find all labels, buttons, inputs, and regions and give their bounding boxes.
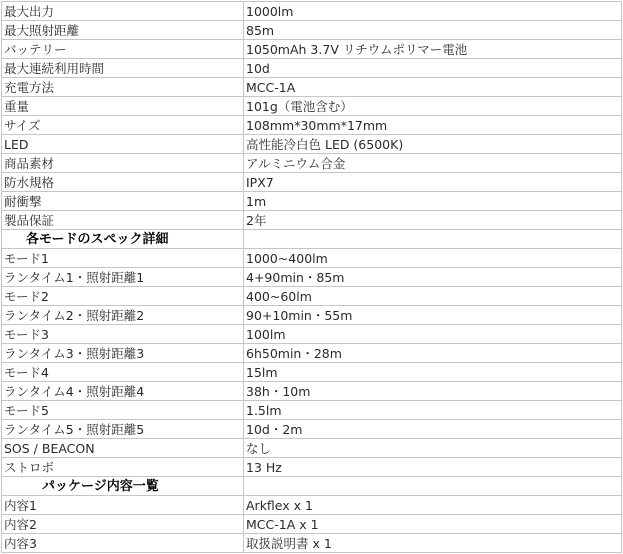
spec-label: 最大連続利用時間 [2, 59, 244, 78]
spec-value: 90+10min・55m [244, 306, 622, 325]
spec-value: 85m [244, 21, 622, 40]
spec-label: 充電方法 [2, 78, 244, 97]
spec-table-body [2, 2, 622, 553]
spec-label: ランタイム1・照射距離1 [2, 268, 244, 287]
spec-row [2, 211, 622, 230]
spec-label: 商品素材 [2, 154, 244, 173]
spec-label: モード4 [2, 363, 244, 382]
section-title: パッケージ内容一覧 [2, 477, 244, 496]
spec-row [2, 401, 622, 420]
spec-row [2, 78, 622, 97]
spec-value [244, 230, 622, 249]
spec-value: 108mm*30mm*17mm [244, 116, 622, 135]
spec-label: バッテリー [2, 40, 244, 59]
spec-label: モード3 [2, 325, 244, 344]
spec-value: 100lm [244, 325, 622, 344]
spec-value: 2年 [244, 211, 622, 230]
spec-row [2, 515, 622, 534]
spec-label: SOS / BEACON [2, 439, 244, 458]
spec-label: ランタイム4・照射距離4 [2, 382, 244, 401]
spec-label: ランタイム5・照射距離5 [2, 420, 244, 439]
spec-row [2, 325, 622, 344]
spec-row [2, 306, 622, 325]
spec-value: 取扱説明書 x 1 [244, 534, 622, 553]
spec-value: 400~60lm [244, 287, 622, 306]
spec-label: 内容3 [2, 534, 244, 553]
spec-label: サイズ [2, 116, 244, 135]
section-title: 各モードのスペック詳細 [2, 230, 244, 249]
spec-table [1, 1, 622, 553]
spec-row [2, 268, 622, 287]
spec-value: 10d・2m [244, 420, 622, 439]
spec-value: アルミニウム合金 [244, 154, 622, 173]
spec-row [2, 458, 622, 477]
spec-value: 1m [244, 192, 622, 211]
spec-label: モード5 [2, 401, 244, 420]
spec-label: 防水規格 [2, 173, 244, 192]
spec-value: IPX7 [244, 173, 622, 192]
spec-label: 内容1 [2, 496, 244, 515]
spec-row [2, 97, 622, 116]
spec-value: 6h50min・28m [244, 344, 622, 363]
spec-row [2, 21, 622, 40]
spec-value [244, 477, 622, 496]
spec-row [2, 420, 622, 439]
spec-label: 最大出力 [2, 2, 244, 21]
spec-value: Arkflex x 1 [244, 496, 622, 515]
spec-row [2, 344, 622, 363]
spec-row [2, 2, 622, 21]
spec-row [2, 59, 622, 78]
spec-row [2, 496, 622, 515]
spec-row [2, 192, 622, 211]
spec-value: 101g（電池含む） [244, 97, 622, 116]
spec-value: 1.5lm [244, 401, 622, 420]
spec-label: ランタイム2・照射距離2 [2, 306, 244, 325]
spec-value: 38h・10m [244, 382, 622, 401]
spec-value: なし [244, 439, 622, 458]
spec-label: ランタイム3・照射距離3 [2, 344, 244, 363]
spec-value: 高性能冷白色 LED (6500K) [244, 135, 622, 154]
spec-value: 1050mAh 3.7V リチウムポリマー電池 [244, 40, 622, 59]
spec-label: ストロボ [2, 458, 244, 477]
spec-row [2, 40, 622, 59]
spec-label: 最大照射距離 [2, 21, 244, 40]
section-header-row [2, 477, 622, 496]
spec-row [2, 249, 622, 268]
spec-label: 製品保証 [2, 211, 244, 230]
spec-label: 耐衝撃 [2, 192, 244, 211]
spec-row [2, 173, 622, 192]
spec-value: MCC-1A [244, 78, 622, 97]
spec-row [2, 363, 622, 382]
spec-value: 10d [244, 59, 622, 78]
spec-row [2, 382, 622, 401]
spec-value: 1000~400lm [244, 249, 622, 268]
spec-label: 重量 [2, 97, 244, 116]
spec-row [2, 534, 622, 553]
spec-label: 内容2 [2, 515, 244, 534]
spec-value: MCC-1A x 1 [244, 515, 622, 534]
spec-row [2, 154, 622, 173]
spec-row [2, 287, 622, 306]
spec-value: 4+90min・85m [244, 268, 622, 287]
section-header-row [2, 230, 622, 249]
spec-row [2, 116, 622, 135]
spec-row [2, 439, 622, 458]
spec-value: 13 Hz [244, 458, 622, 477]
spec-label: モード1 [2, 249, 244, 268]
spec-label: LED [2, 135, 244, 154]
spec-value: 1000lm [244, 2, 622, 21]
spec-label: モード2 [2, 287, 244, 306]
spec-row [2, 135, 622, 154]
spec-value: 15lm [244, 363, 622, 382]
